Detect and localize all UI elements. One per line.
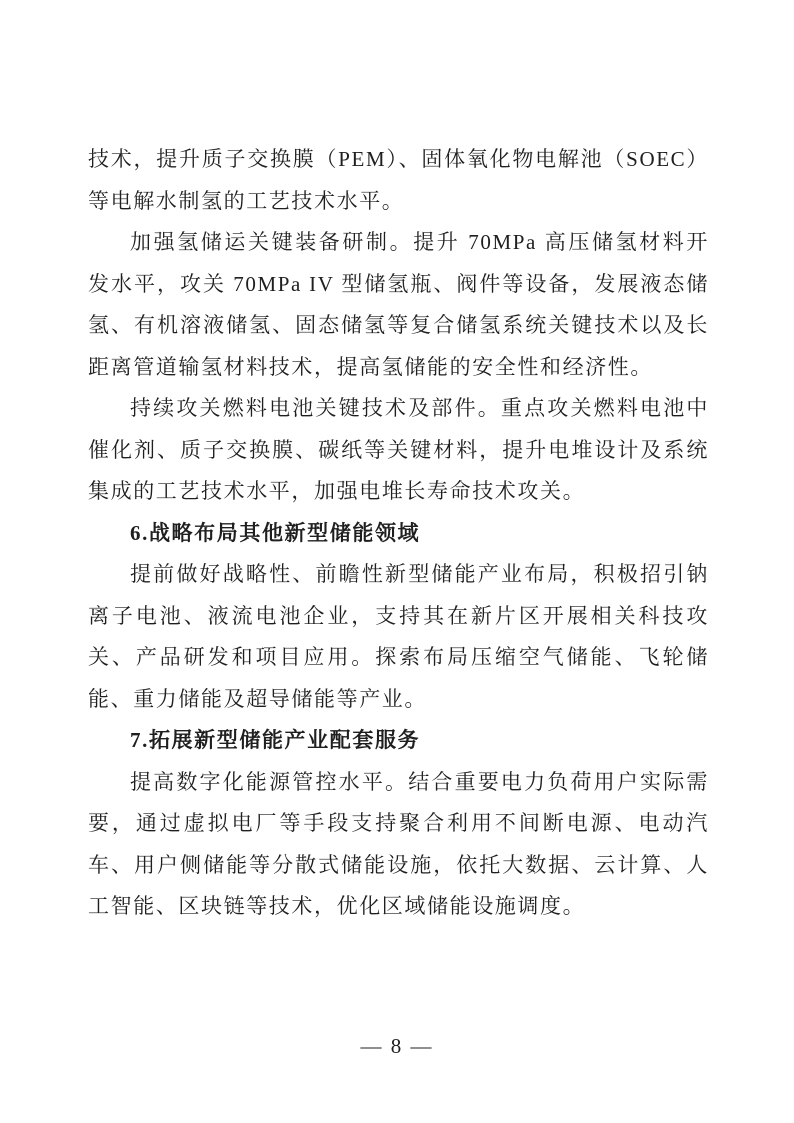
paragraph-strategic-layout: 提前做好战略性、前瞻性新型储能产业布局，积极招引钠离子电池、液流电池企业，支持其在新片区开展相关科技攻关、产品研发和项目应用。探索布局压缩空气储能、飞轮储能、重力储能及超导储能等产业。 <box>88 562 709 711</box>
paragraph-fuel-cell: 持续攻关燃料电池关键技术及部件。重点攻关燃料电池中催化剂、质子交换膜、碳纸等关键材料，提升电堆设计及系统集成的工艺技术水平，加强电堆长寿命技术攻关。 <box>88 396 709 503</box>
paragraph-digital-energy-management: 提高数字化能源管控水平。结合重要电力负荷用户实际需要，通过虚拟电厂等手段支持聚合利用不间断电源、电动汽车、用户侧储能等分散式储能设施，依托大数据、云计算、人工智能、区块链等技术，优化区域储能设施调度。 <box>88 769 709 918</box>
document-body <box>88 139 709 928</box>
page-footer <box>0 1026 794 1068</box>
page-number: — 8 — <box>360 1034 434 1058</box>
paragraph-continuation: 技术，提升质子交换膜（PEM）、固体氧化物电解池（SOEC）等电解水制氢的工艺技术水平。 <box>88 147 709 213</box>
section-heading-6: 6.战略布局其他新型储能领域 <box>130 520 421 545</box>
paragraph-hydrogen-storage-transport: 加强氢储运关键装备研制。提升 70MPa 高压储氢材料开发水平，攻关 70MPa IV 型储氢瓶、阀件等设备，发展液态储氢、有机溶液储氢、固态储氢等复合储氢系统关键技术以及长距离管道输氢材料技术，提高氢储能的安全性和经济性。 <box>88 230 709 379</box>
section-heading-7: 7.拓展新型储能产业配套服务 <box>130 728 421 752</box>
